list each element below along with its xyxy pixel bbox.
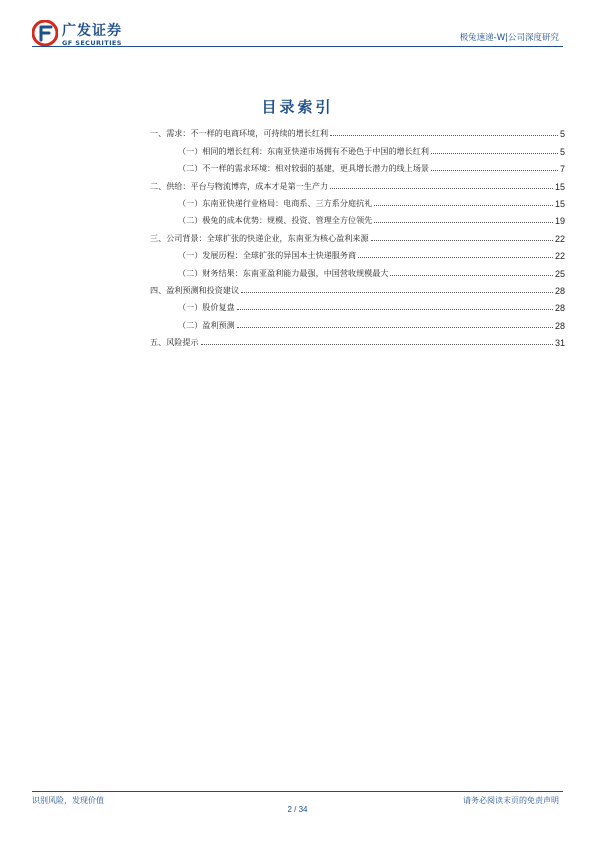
toc-entry-title: （一）东南亚快递行业格局：电商系、三方系分庭抗礼 (178, 197, 373, 208)
toc-dot-leader (431, 153, 558, 154)
toc-entry-title: 一、需求：不一样的电商环境，可持续的增长红利 (150, 128, 329, 139)
toc-dot-leader (390, 275, 553, 276)
toc-dot-leader (431, 170, 558, 171)
toc-entry-page: 25 (554, 268, 565, 279)
toc-subsection-entry[interactable] (150, 244, 565, 261)
toc-entry-title: 三、公司背景：全球扩张的快递企业，东南亚为核心盈利来源 (150, 232, 369, 243)
toc-entry-page: 22 (554, 233, 565, 244)
toc-dot-leader (371, 240, 553, 241)
toc-entry-page: 28 (554, 285, 565, 296)
footer-disclaimer-note: 请务必阅读末页的免责声明 (463, 796, 559, 805)
toc-entry-title: （一）发展历程：全球扩张的异国本土快递服务商 (178, 250, 357, 261)
table-of-contents (150, 122, 565, 348)
toc-section-entry[interactable] (150, 331, 565, 348)
toc-entry-page: 22 (554, 251, 565, 262)
logo-english-name: GF SECURITIES (62, 39, 122, 47)
toc-entry-title: 二、供给：平台与物流博弈，成本才是第一生产力 (150, 180, 329, 191)
toc-entry-page: 31 (554, 338, 565, 349)
toc-entry-title: （一）相同的增长红利：东南亚快递市场拥有不逊色于中国的增长红利 (178, 145, 429, 156)
toc-subsection-entry[interactable] (150, 139, 565, 156)
toc-dot-leader (374, 222, 553, 223)
toc-subsection-entry[interactable] (150, 313, 565, 330)
toc-subsection-entry[interactable] (150, 192, 565, 209)
logo-chinese-name: 广发证券 (62, 23, 122, 39)
toc-entry-page: 5 (559, 129, 565, 140)
toc-entry-title: （二）盈利预测 (178, 319, 235, 330)
toc-entry-title: （二）财务结果：东南亚盈利能力最强，中国营收规模最大 (178, 267, 389, 278)
toc-entry-title: 五、风险提示 (150, 337, 199, 348)
toc-dot-leader (237, 327, 553, 328)
header-divider (32, 46, 563, 47)
toc-entry-page: 15 (554, 181, 565, 192)
toc-section-entry[interactable] (150, 226, 565, 243)
toc-entry-page: 7 (559, 164, 565, 175)
toc-entry-title: 四、盈利预测和投资建议 (150, 284, 240, 295)
toc-dot-leader (330, 135, 558, 136)
toc-section-entry[interactable] (150, 279, 565, 296)
toc-entry-title: （二）极兔的成本优势：规模、投资、管理全方位领先 (178, 215, 373, 226)
toc-dot-leader (201, 344, 553, 345)
toc-subsection-entry[interactable] (150, 157, 565, 174)
toc-entry-title: （一）股价复盘 (178, 302, 235, 313)
toc-section-entry[interactable] (150, 174, 565, 191)
toc-section-entry[interactable] (150, 122, 565, 139)
report-tag: 极兔速递-W|公司深度研究 (459, 33, 559, 43)
toc-entry-page: 19 (554, 216, 565, 227)
gf-logo-icon (32, 20, 58, 46)
toc-subsection-entry[interactable] (150, 296, 565, 313)
toc-subsection-entry[interactable] (150, 209, 565, 226)
toc-title: 目录索引 (261, 98, 334, 116)
toc-dot-leader (374, 205, 553, 206)
footer-slogan: 识别风险，发现价值 (32, 796, 104, 805)
toc-entry-page: 28 (554, 303, 565, 314)
footer-divider (32, 791, 563, 792)
toc-entry-page: 5 (559, 146, 565, 157)
toc-dot-leader (358, 257, 553, 258)
toc-entry-page: 15 (554, 198, 565, 209)
toc-dot-leader (237, 309, 553, 310)
toc-entry-title: （二）不一样的需求环境：相对较弱的基建，更具增长潜力的线上场景 (178, 163, 429, 174)
toc-entry-page: 28 (554, 320, 565, 331)
toc-dot-leader (241, 292, 553, 293)
page-number: 2 / 34 (287, 805, 308, 814)
toc-dot-leader (330, 188, 553, 189)
toc-subsection-entry[interactable] (150, 261, 565, 278)
